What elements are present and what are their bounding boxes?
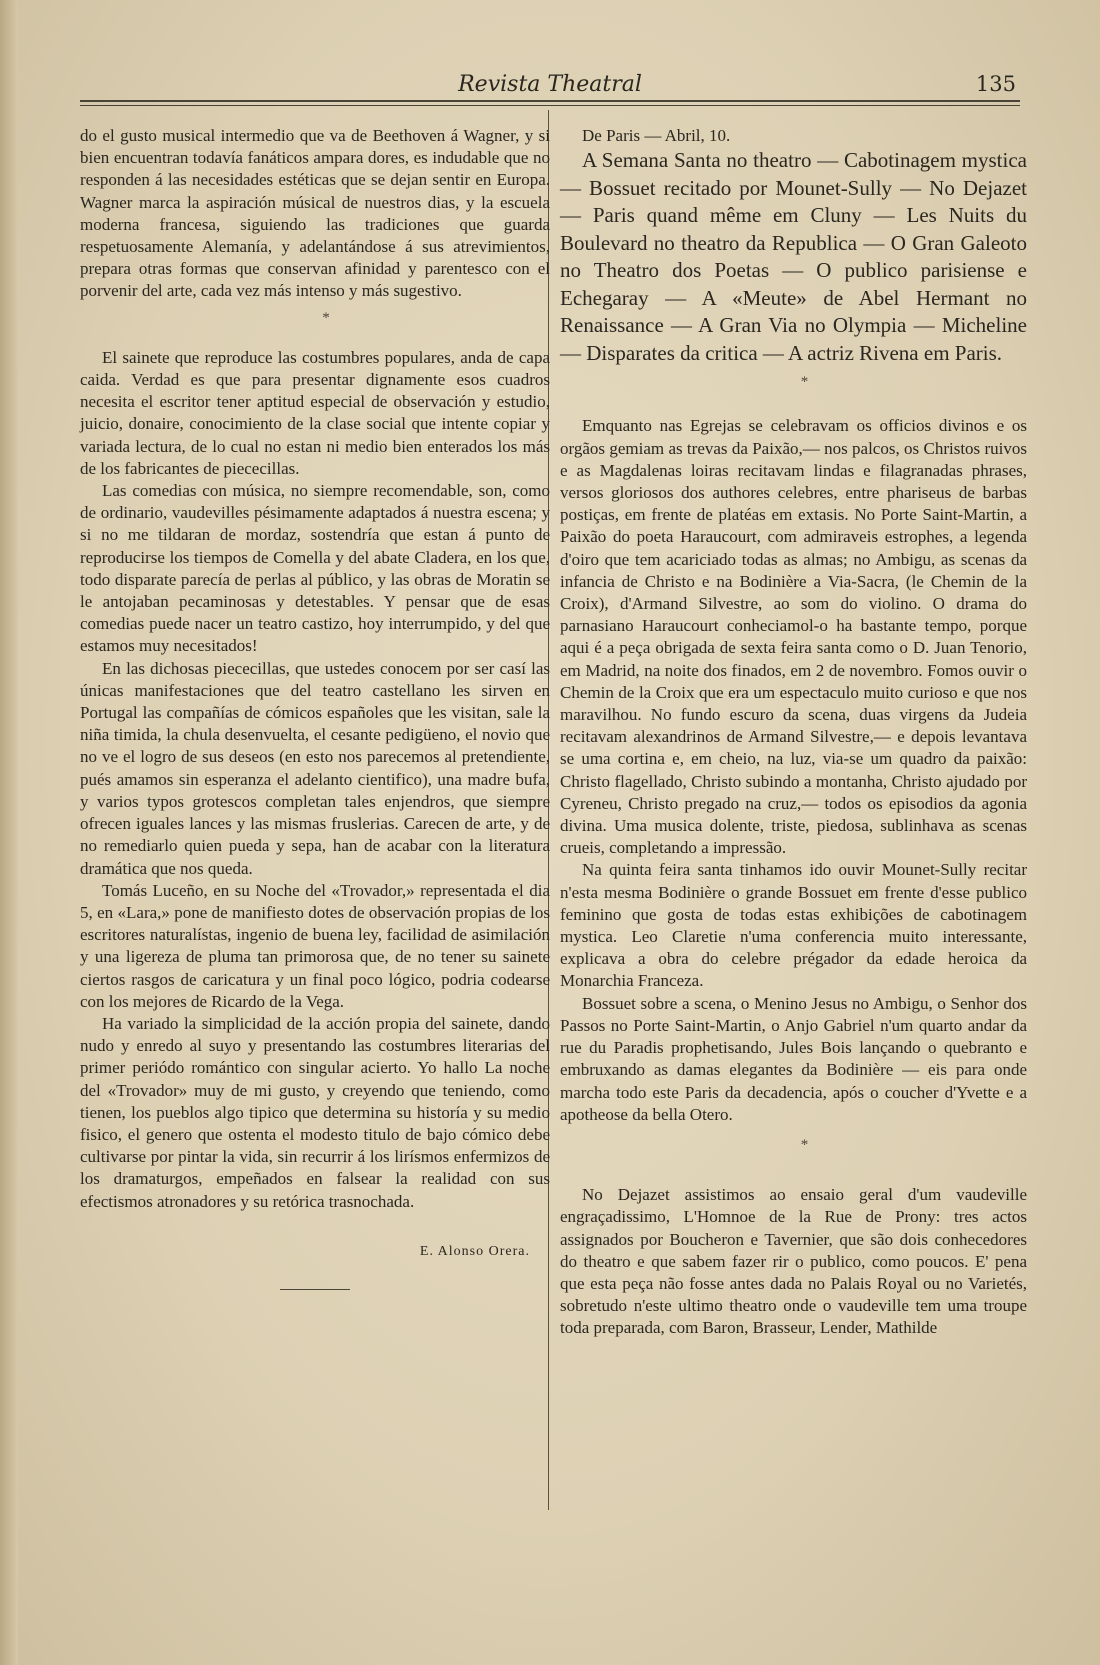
page-number: 135 bbox=[975, 72, 1016, 96]
section-separator: * bbox=[800, 374, 809, 391]
paragraph: Tomás Luceño, en su Noche del «Trovador,» representada el dia 5, en «Lara,» pone de manifiesto dotes de observación propias de los escritores naturalístas, ingenio de buena ley, facilidad de asimilación y una ligereza de pluma tan primorosa que, de no tener su sainete ciertos rasgos de caricatura y un final poco lógico, podria codearse con los mejores de Ricardo de la Vega. bbox=[80, 880, 550, 1011]
paragraph: En las dichosas piececillas, que ustedes conocem por ser casí las únicas manifestaciones que del teatro castellano les sirven en Portugal las compañías de cómicos españoles que les visitan, sale la niña timida, la chula desenvuelta, el cesante pedigüeno, el novio que no ve el logro de sus deseos (en esto nos parecemos al pretendiente, pués amamos sin esperanza el adelanto cientifico), una madre bufa, y varios typos grotescos completan tales enjendros, que siempre ofrecen iguales lances y las mismas fruslerias. Carecen de arte, y de no remediarlo quien pueda y sepa, han de acabar con la literatura dramática que nos queda. bbox=[80, 658, 550, 878]
left-column bbox=[80, 125, 550, 1290]
paragraph: Na quinta feira santa tinhamos ido ouvir Mounet-Sully recitar n'esta mesma Bodinière o grande Bossuet em frente d'esse publico feminino que gosta de todas estas exhibições de cabotinagem mystica. Leo Claretie n'uma conferencia muito interessante, explicava a obra do celebre prégador da edade heroica da Monarchia Franceza. bbox=[560, 860, 1027, 991]
paragraph: do el gusto musical intermedio que va de Beethoven á Wagner, y si bien encuentran todavía fanáticos ampara dores, es indudable que no responden á las necesidades estéticas que se dejan sentir en Europa. Wagner marca la aspiración músical de nuestros dias, y la escuela moderna francesa, siguiendo las tradiciones que guarda respetuosamente Alemanía, y adelantándose á sus atrevimientos, prepara otras formas que conservan afinidad y parentesco con el porvenir del arte, cada vez más intenso y más sugestivo. bbox=[80, 126, 550, 301]
dateline: De Paris — Abril, 10. bbox=[582, 126, 731, 145]
running-title: Revista Theatral bbox=[458, 72, 642, 97]
header-rule-thin bbox=[80, 105, 1020, 106]
paragraph: El sainete que reproduce las costumbres populares, anda de capa caida. Verdad es que para presentar dignamente esos cuadros necesita el escritor tener aptitud especial de observación y estudio, juicio, donaire, conocimiento de la clase social que intente copiar y variada lectura, de lo cual no estan ni medio bien enterados los más de los fabricantes de piececillas. bbox=[80, 347, 550, 478]
paragraph: Las comedias con música, no siempre recomendable, son, como de ordinario, vaudevilles pésimamente adaptados á nuestra escena; y si no me tildaran de mordaz, sostendría que estan á punto de reproducirse los tiempos de Comella y del abate Cladera, en los que, todo disparate parecía de perlas al público, y las obras de Moratin se le antojaban pecaminosas y detestables. Y pensar que de esas comedias puede nacer un teatro castizo, hoy interrumpido, y del que estamos muy necesitados! bbox=[80, 481, 550, 656]
page-header bbox=[80, 68, 1020, 104]
section-separator: * bbox=[322, 309, 330, 326]
page-edge bbox=[0, 0, 18, 1665]
paragraph: No Dejazet assistimos ao ensaio geral d'um vaudeville engraçadissimo, L'Homnoe de la Rue de Prony: tres actos assignados por Boucheron e Tavernier, que são dois conhecedores do theatro e que sabem fazer rir o publico, como poucos. E' pena que esta peça não fosse antes dada no Palais Royal ou no Varietés, sobretudo n'este ultimo theatro onde o vaudeville tem uma troupe toda preparada, com Baron, Brasseur, Lender, Mathilde bbox=[560, 1185, 1027, 1338]
end-rule bbox=[280, 1289, 350, 1290]
paragraph: Emquanto nas Egrejas se celebravam os officios divinos e os orgãos gemiam as trevas da Paixão,— nos palcos, os Christos ruivos e as Magdalenas loiras recitavam lindas e filagranadas phrases, versos gloriosos dos authores celebres, entre phariseus de barbas postiças, em frente de platéas em extasis. No Porte Saint-Martin, a Paixão do poeta Haraucourt, com admiraveis estrophes, a legenda d'oiro que tem acariciado todas as almas; no Ambigu, as scenas da infancia de Christo e na Bodinière a Via-Sacra, (le Chemin de la Croix), d'Armand Silvestre, ao som do violino. O drama do parnasiano Haraucourt conheciamol-o ha bastante tempo, porque aqui é a peça obrigada de sexta feira santa como o D. Juan Tenorio, em Madrid, na noite dos finados, em 2 de novembro. Fomos ouvir o Chemin de la Croix que era um espectaculo muito curioso e que nos maravilhou. No fundo escuro da scena, duas virgens da Judeia recitavam alexandrinos de Armand Silvestre,— e depois levantava se uma cortina e, em cheio, na luz, via-se um quadro da paixão: Christo flagellado, Christo subindo a montanha, Christo ajudado por Cyreneu, Christo pregado na cruz,— todos os episodios da agonia divina. Uma musica dolente, triste, piedosa, sublinhava as scenas crueis, completando a impressão. bbox=[560, 416, 1027, 858]
paragraph: Bossuet sobre a scena, o Menino Jesus no Ambigu, o Senhor dos Passos no Porte Saint-Martin, o Anjo Gabriel n'um quarto andar da rue du Paradis prophetisando, Jules Bois lançando o quebranto e embruxando as damas elegantes da Bodinière — eis para onde marcha todo este Paris da decadencia, após o coucher d'Yvette e a apotheose da bella Otero. bbox=[560, 993, 1027, 1124]
article-summary: A Semana Santa no theatro — Cabotinagem mystica — Bossuet recitado por Mounet-Sully — No Dejazet — Paris quand même em Cluny — Les Nuits du Boulevard no theatro da Republica — O Gran Galeoto no Theatro dos Poetas — O publico parisiense e Echegaray — A «Meute» de Abel Hermant no Renaissance — A Gran Via no Olympia — Micheline — Disparates da critica — A actriz Rivena em Paris. bbox=[560, 148, 1027, 365]
section-separator: * bbox=[800, 1136, 809, 1153]
paragraph: Ha variado la simplicidad de la acción propia del sainete, dando nudo y enredo al suyo y presentando las costumbres literarias del primer periódo romántico con singular acierto. Yo hallo La noche del «Trovador» muy de mi gusto, y creyendo que teniendo, como tienen, los pueblos algo tipico que determina su historía y su medio fisico, el genero que ostenta el modesto titulo de bajo cómico debe cultivarse por pintar la vida, sin recurrir á los lirísmos enfermizos de los dramaturgos, empeñados en falsear la realidad con sus efectismos atronadores y su retórica trasnochada. bbox=[80, 1013, 550, 1211]
right-column bbox=[560, 125, 1027, 1340]
header-rule bbox=[80, 100, 1020, 102]
author-signature: E. Alonso Orera. bbox=[419, 1243, 530, 1259]
